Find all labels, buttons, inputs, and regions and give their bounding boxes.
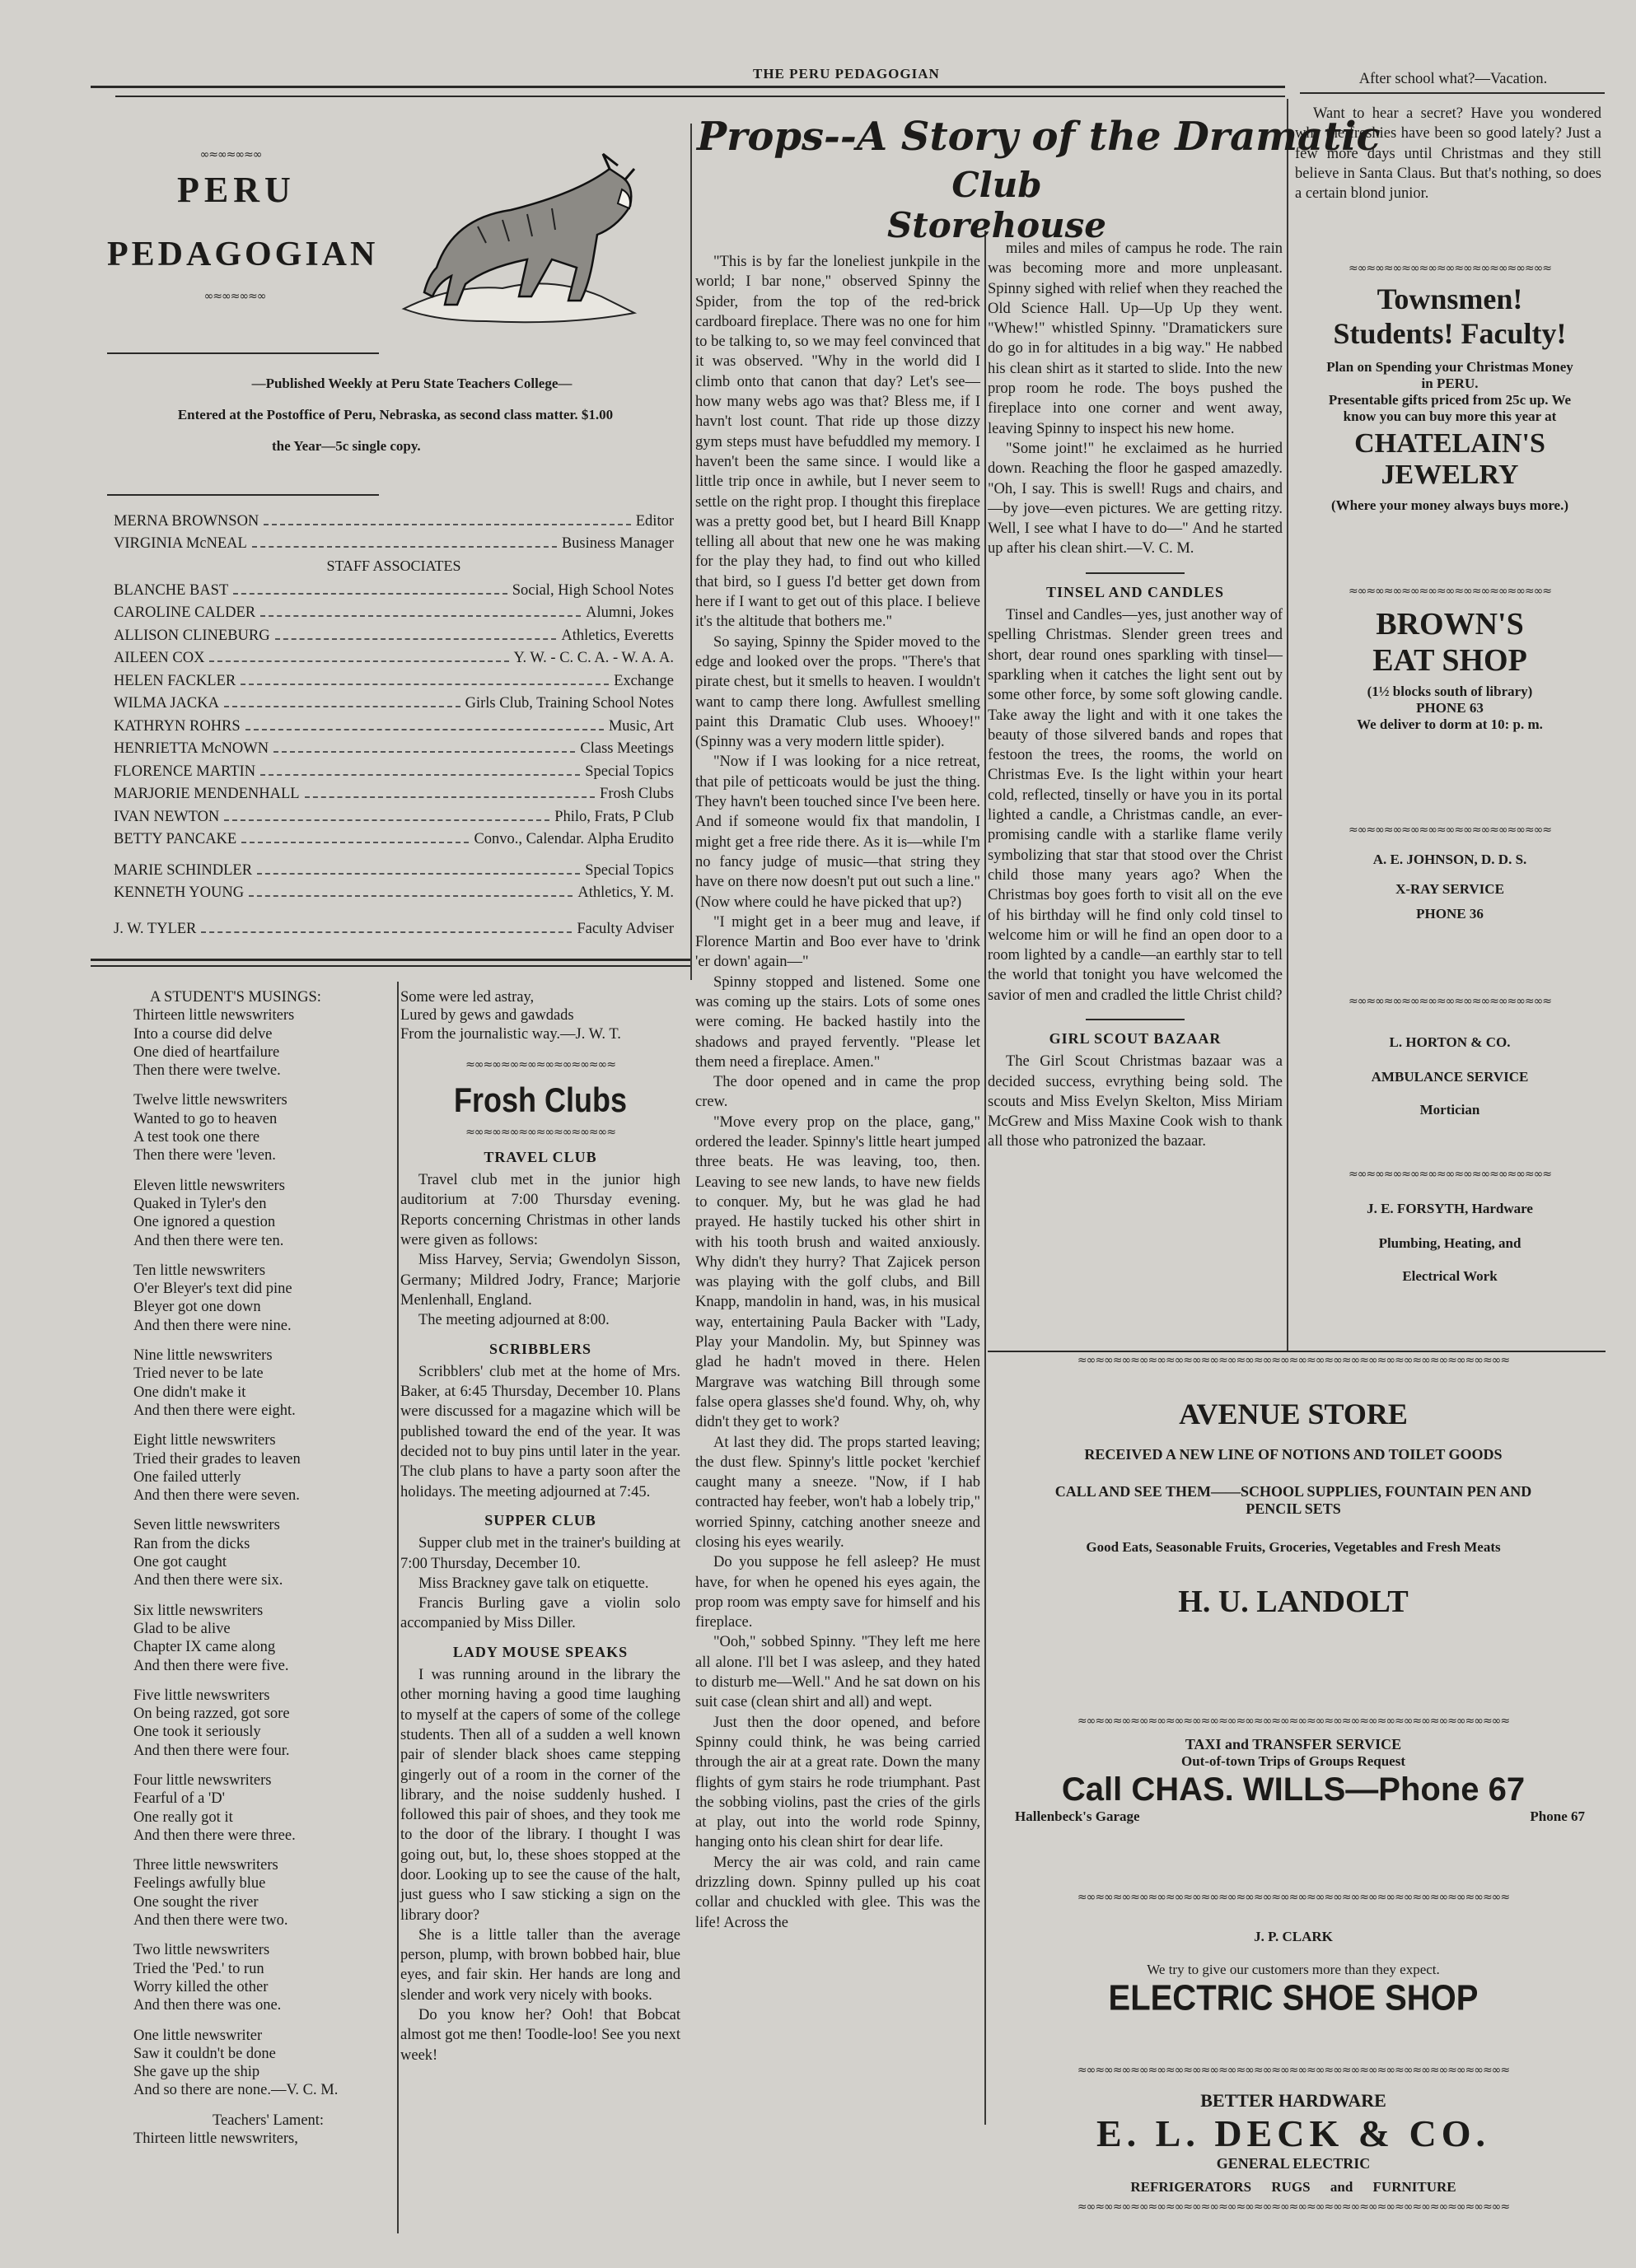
ad-border: ≈∞≈∞≈∞≈∞≈∞≈∞≈∞≈∞≈∞≈∞≈∞≈∞≈∞≈∞≈∞≈∞≈∞≈∞≈∞≈∞≈∞≈∞≈∞≈∞≈ (1077, 2200, 1510, 2214)
poem-stanza: Thirteen little newswriters Into a course did delve One died of heartfailure Then there were twelve. (133, 1007, 295, 1080)
column-rule (397, 982, 399, 2233)
staff-row (114, 803, 674, 826)
staff-box (114, 507, 674, 938)
staff-name: MERNA BROWNSON (114, 512, 259, 530)
johnson-ad: ≈∞≈∞≈∞≈∞≈∞≈∞≈∞≈∞≈∞≈∞≈∞≈ A. E. JOHNSON, D. D. S. X-RAY SERVICE PHONE 36 (1297, 824, 1603, 980)
masthead-rule (107, 494, 379, 496)
ad-border: ≈∞≈∞≈∞≈∞≈∞≈∞≈∞≈∞≈∞≈∞≈∞≈ (1348, 262, 1552, 275)
scribblers-heading: SCRIBBLERS (488, 1340, 592, 1357)
staff-name: BETTY PANCAKE (114, 831, 237, 847)
staff-role: Faculty Adviser (577, 920, 674, 937)
staff-row (114, 507, 674, 530)
staff-row (114, 735, 674, 758)
props-column-2: miles and miles of campus he rode. The rain was becoming more and more unpleasant. Spinny sighed with relief when they reached the Old Science Hall. Up—Up Up they went. "Whew!" whistled Spinny. "Dramatickers sure do go in for altitudes in a big way." He nabbed his clean shirt as it started to slide. Into the new prop room he rode. The boys pushed the fireplace into one corner and went away, leaving Spinny to inspect his new home. "Some joint!" he exclaimed as he hurried down. Reaching the floor he gasped amazedly. "Oh, I say. This is swell! Rugs and chairs, and—by jove—even pictures. We are getting ritzy. Well, I see what I have to do—" And he started up after his clean shirt.—V. C. M. TINSEL AND CANDLES Tinsel and Candles—yes, just another way of spelling Christmas. Slender green trees and short, dear round ones sparkling with tinsel—sparkling when it catches the light sent out by some other force, by some soft glowing candle. Take away the light and with it one takes the beauty of those silvered bands and ropes that festoon the trees, the rooms, the world on Christmas Eve. Is the light within your heart cold, reflected, tinselly or have you in its portal lighted a candle, a Christmas candle, an ever-promising candle with a starlike flame verily symbolizing that star that stood over the Christ child those many years ago? When the Christmas boy goes forth to visit all on the eve of his birthday will he find only cold tinsel to welcome him or will he find an open door to a room lighted by a candle—an earthly star to tell the world that tonight you have welcomed the savior of men and cradled the little Christ child? GIRL SCOUT BAZAAR The Girl Scout Christmas bazaar was a decided success, evrything being sold. The scouts and Miss Evelyn Skelton, Miss Miriam McGrew and Miss Maxine Cook wish to thank all those who patronized the bazaar. (988, 239, 1283, 1152)
year-line: the Year—5c single copy. (272, 438, 421, 454)
column-rule (690, 124, 692, 980)
garage-phone: Phone 67 (1530, 1808, 1585, 1824)
staff-name: WILMA JACKA (114, 695, 219, 712)
staff-name: MARIE SCHINDLER (114, 861, 253, 879)
staff-role: Class Meetings (580, 740, 674, 757)
props-headline-line2: Club Storehouse (886, 165, 1107, 245)
staff-row (114, 856, 674, 880)
section-rule (91, 959, 690, 961)
ad-border: ≈∞≈∞≈∞≈∞≈∞≈∞≈∞≈∞≈∞≈∞≈∞≈∞≈∞≈∞≈∞≈∞≈∞≈∞≈∞≈∞≈∞≈∞≈∞≈∞≈ (1077, 1891, 1510, 1904)
masthead-subtitle: PEDAGOGIAN (107, 236, 379, 273)
staff-role: Special Topics (585, 763, 674, 780)
staff-name: KATHRYN ROHRS (114, 717, 241, 735)
staff-role: Music, Art (608, 717, 674, 735)
running-title: THE PERU PEDAGOGIAN (753, 66, 940, 82)
staff-role: Convo., Calendar. Alpha Erudito (474, 831, 674, 847)
staff-row (114, 576, 674, 600)
masthead-title: PERU (177, 170, 296, 210)
lament-title: Teachers' Lament: (213, 2112, 325, 2129)
section-rule (988, 1351, 1606, 1352)
staff-name: ALLISON CLINEBURG (114, 627, 270, 644)
poem-stanza: Four little newswriters Fearful of a 'D' One really got it And then there were three. (133, 1771, 296, 1844)
staff-row (114, 622, 674, 645)
browns-ad: ≈∞≈∞≈∞≈∞≈∞≈∞≈∞≈∞≈∞≈∞≈∞≈ BROWN'S EAT SHOP (1½ blocks south of library) PHONE 63 We deliver to dorm at 10: p. m. (1297, 585, 1603, 800)
staff-row (114, 600, 674, 623)
staff-row (114, 826, 674, 849)
poem-stanza: Six little newswriters Glad to be alive Chapter IX came along And then there were five. (133, 1602, 289, 1674)
staff-name: MARJORIE MENDENHALL (114, 786, 300, 802)
travel-club-heading: TRAVEL CLUB (484, 1148, 597, 1165)
avenue-store-ad: ≈∞≈∞≈∞≈∞≈∞≈∞≈∞≈∞≈∞≈∞≈∞≈∞≈∞≈∞≈∞≈∞≈∞≈∞≈∞≈∞≈∞≈∞≈∞≈∞≈ AVENUE STORE RECEIVED A NEW LINE OF NOTIONS AND TOILET GOODS CALL AND SEE THEM——SCHOOL SUPPLIES, FOUNTAIN PEN AND PENCIL SETS Good Eats, Seasonable Fruits, Groceries, Vegetables and Fresh Meats H. U. LANDOLT (989, 1354, 1598, 1708)
staff-role: Frosh Clubs (600, 786, 674, 802)
masthead-ornament: ∞≈∞≈∞≈∞ (199, 148, 262, 161)
staff-name: BLANCHE BAST (114, 581, 229, 599)
poem-stanza: Three little newswriters Feelings awfully blue One sought the river And then there were two. (133, 1857, 288, 1930)
staff-name: FLORENCE MARTIN (114, 763, 256, 780)
column-rule (1287, 99, 1288, 1351)
ad-border: ≈∞≈∞≈∞≈∞≈∞≈∞≈∞≈∞≈∞≈∞≈∞≈∞≈∞≈∞≈∞≈∞≈∞≈∞≈∞≈∞≈∞≈∞≈∞≈∞≈ (1077, 2064, 1510, 2077)
staff-role: Philo, Frats, P Club (554, 808, 674, 825)
poem-stanza: One little newswriter Saw it couldn't be done She gave up the ship And so there are none.—V. C. M. (133, 2027, 339, 2099)
masthead-rule (107, 352, 379, 354)
frosh-column: Some were led astray, Lured by gews and gawdads From the journalistic way.—J. W. T. ≈∞≈∞≈∞≈∞≈∞≈∞≈∞≈∞≈ Frosh Clubs ≈∞≈∞≈∞≈∞≈∞≈∞≈∞≈∞≈ TRAVEL CLUB Travel club met in the junior high auditorium at 7:00 Thursday evening. Reports concerning Christmas in other lands were given as follows: Miss Harvey, Servia; Gwendolyn Sisson, Germany; Mildred Jodry, France; Marjorie Menlenhall, England. The meeting adjourned at 8:00. SCRIBBLERS Scribblers' club met at the home of Mrs. Baker, at 6:45 Thursday, December 10. Plans were discussed for a magazine which will be published toward the end of the year. It was decided not to buy pins until later in the year. The club plans to have a party soon after the holidays. The meeting adjourned at 7:45. SUPPER CLUB Supper club met in the trainer's building at 7:00 Thursday, December 10. Miss Brackney gave talk on etiquette. Francis Burling gave a violin solo accompanied by Miss Diller. LADY MOUSE SPEAKS I was running around in the library the other morning having a good time laughing to myself at the capers of some of the college students. Then all of a sudden a well known pair of slender black shoes came stepping gingerly out of a room in the corner of the library, and the noise suddenly hushed. I followed this pair of shoes, and they took me to the door of the library. I thought I was going out, but, lo, these shoes stopped at the door. Looking up to see the cause of the halt, just guess who I saw sticking a sign on the library door? She is a little taller than the average person, plump, with brown bobbed hair, blue eyes, and fair skin. Her hands are long and slender and work very nicely with books. Do you know her? Ooh! that Bobcat almost got me then! Toodle-loo! See you next week! (400, 989, 680, 2064)
poem-stanza: Eight little newswriters Tried their grades to leaven One failed utterly And then there were seven. (133, 1432, 301, 1505)
staff-role: Athletics, Everetts (561, 627, 674, 644)
staff-row (114, 915, 674, 938)
staff-role: Y. W. - C. C. A. - W. A. A. (513, 650, 674, 666)
forsyth-ad: ≈∞≈∞≈∞≈∞≈∞≈∞≈∞≈∞≈∞≈∞≈∞≈ J. E. FORSYTH, Hardware Plumbing, Heating, and Electrical Work (1297, 1168, 1603, 1342)
section-rule (91, 965, 690, 967)
staff-row (114, 667, 674, 690)
staff-name: HENRIETTA McNOWN (114, 740, 269, 757)
bobcat-illustration (387, 144, 667, 334)
staff-role: Alumni, Jokes (586, 604, 674, 621)
corner-title: After school what?—Vacation. (1358, 71, 1548, 87)
associates-heading: STAFF ASSOCIATES (326, 558, 461, 574)
wills-taxi-ad: ≈∞≈∞≈∞≈∞≈∞≈∞≈∞≈∞≈∞≈∞≈∞≈∞≈∞≈∞≈∞≈∞≈∞≈∞≈∞≈∞≈∞≈∞≈∞≈∞≈ TAXI and TRANSFER SERVICE Out-of-town Trips of Groups Request Call CHAS. WILLS—Phone 67 Hallenbeck's Garage Phone 67 (989, 1715, 1598, 1888)
lament-line: Thirteen little newswriters, (133, 2130, 298, 2148)
corner-rule (1300, 92, 1605, 94)
poem-stanza: Eleven little newswriters Quaked in Tyler's den One ignored a question And then there were ten. (133, 1177, 285, 1249)
props-headline: Props--A Story of the Dramatic (697, 114, 1381, 160)
staff-name: AILEEN COX (114, 650, 205, 666)
poem-stanza: Five little newswriters On being razzed, got sore One took it seriously And then there were four. (133, 1687, 290, 1759)
poem-column (133, 988, 381, 2148)
staff-row (114, 645, 674, 668)
ad-border: ≈∞≈∞≈∞≈∞≈∞≈∞≈∞≈∞≈∞≈∞≈∞≈ (1348, 995, 1552, 1008)
tinsel-body: Tinsel and Candles—yes, just another way of spelling Christmas. Slender green trees and short, dear round ones sparkling with tinsel—sparkling when it catches the light sent out by some other force, by some soft glowing candle. Take away the light and with it one takes the beauty of those silvered bands and ropes that festoon the trees, the rooms, the world on Christmas Eve. Is the light within your heart cold, reflected, tinselly or have you in its portal lighted a candle, a Christmas candle, an ever-promising candle with a starlike flame verily symbolizing that star that stood over the Christ child those many years ago? When the Christmas boy goes forth to visit all on the eve of his birthday will he find only cold tinsel to welcome him or will he find an open door to a room lighted by a candle—an earthly star to tell the world that tonight you have welcomed the savior of men and cradled the little Christ child? (988, 607, 1283, 1004)
scout-body: The Girl Scout Christmas bazaar was a decided success, evrything being sold. The scouts and Miss Evelyn Skelton, Miss Miriam McGrew and Miss Maxine Cook wish to thank all those who patronized the bazaar. (988, 1053, 1283, 1150)
staff-role: Athletics, Y. M. (577, 884, 674, 901)
poem-stanza: Two little newswriters Tried the 'Ped.' to run Worry killed the other And then there was one. (133, 1942, 282, 2014)
section-ornament: ≈∞≈∞≈∞≈∞≈∞≈∞≈∞≈∞≈ (465, 1125, 615, 1139)
staff-role: Business Manager (561, 535, 674, 552)
staff-role: Exchange (614, 672, 674, 689)
staff-name: J. W. TYLER (114, 920, 197, 937)
entered-line: Entered at the Postoffice of Peru, Nebraska, as second class matter. $1.00 (177, 407, 614, 422)
poem-stanza: Ten little newswriters O'er Bleyer's text did pine Bleyer got one down And then there were nine. (133, 1262, 292, 1334)
staff-role: Editor (635, 512, 674, 530)
staff-row (114, 530, 674, 553)
poem-continuation: Some were led astray, Lured by gews and gawdads From the journalistic way.—J. W. T. (400, 989, 621, 1043)
poem-stanza: Nine little newswriters Tried never to be late One didn't make it And then there were eight. (133, 1347, 296, 1419)
supper-club-heading: SUPPER CLUB (484, 1511, 596, 1528)
staff-name: VIRGINIA McNEAL (114, 535, 247, 552)
clark-shoe-ad: ≈∞≈∞≈∞≈∞≈∞≈∞≈∞≈∞≈∞≈∞≈∞≈∞≈∞≈∞≈∞≈∞≈∞≈∞≈∞≈∞≈∞≈∞≈∞≈∞≈ J. P. CLARK We try to give our customers more than they expect. ELECTRIC SHOE SHOP (989, 1891, 1598, 2069)
published-line: —Published Weekly at Peru State Teachers College— (251, 376, 573, 391)
secret-note: Want to hear a secret? Have you wondered why the freshies have been so good lately? Just a few more days until Christmas and they still believe in Santa Claus. But that's nothing, so does a certain blond junior. (1295, 105, 1601, 203)
scout-heading: GIRL SCOUT BAZAAR (1049, 1029, 1222, 1047)
poem-stanza: Twelve little newswriters Wanted to go to heaven A test took one there Then there were 'leven. (133, 1092, 287, 1164)
header-rule (91, 86, 1285, 88)
staff-name: IVAN NEWTON (114, 808, 220, 825)
garage-label: Hallenbeck's Garage (1015, 1808, 1140, 1824)
horton-ad: ≈∞≈∞≈∞≈∞≈∞≈∞≈∞≈∞≈∞≈∞≈∞≈ L. HORTON & CO. AMBULANCE SERVICE Mortician (1297, 995, 1603, 1151)
section-ornament: ≈∞≈∞≈∞≈∞≈∞≈∞≈∞≈∞≈ (465, 1057, 615, 1071)
header-rule-thin (115, 96, 1285, 97)
column-rule (984, 231, 986, 2125)
staff-name: HELEN FACKLER (114, 672, 236, 689)
staff-role: Special Topics (585, 861, 674, 879)
staff-row (114, 880, 674, 903)
staff-row (114, 690, 674, 713)
tinsel-heading: TINSEL AND CANDLES (1045, 583, 1225, 600)
props-column-1: "This is by far the loneliest junkpile in the world; I bar none," observed Spinny the Spider, from the top of the red-brick cardboard fireplace. There was no one for him to be talking to, so we may feel convinced that it was observed. "Why in the world did I climb onto that canon that day? Let's see—how many webs ago was that? Bless me, if I havn't lost count. That ride up those dizzy gym steps must have befuddled my memory. I haven't been the same since. I would like a little trip once in awhile, but I never seem to settle on the right prop. I thought this fireplace was a pretty good bet, but I heard Bill Knapp telling all about that new one he was making for the play they had, to find out who killed that bird, so I guess I'd better get down from here if I want to get out of this place. I believe it's the altitude that bothers me." So saying, Spinny the Spider moved to the edge and looked over the props. "There's that pirate chest, but it smells to heaven. I wouldn't want to camp there long. Awfullest smelling paint this Dramatic Club uses. Whooey!" (Spinny was a very modern little spider). "Now if I was looking for a nice retreat, that pile of petticoats would be just the thing. They havn't been touched since I've been here. And if someone would fix that mandolin, I might get a free ride there. As it is—while I'm no fancy judge of music—that string they have on there now doesn't put out such a line." (Now where could he have picked that up?) "I might get in a beer mug and leave, if Florence Martin and Boo ever have to 'drink 'er down' again—" Spinny stopped and listened. Some one was coming up the stairs. Lots of some ones were coming. He backed hastily into the shadows and prayed fervently. "Please let them need a fireplace. Amen." The door opened and in came the prop crew. "Move every prop on the place, gang," ordered the leader. Spinny's little heart jumped three beats. He was leaving, too, then. Leaving to see new lands, to have new fields to conquer. My, but he was glad he had prayed. He hastily tucked his other shirt in with his tooth brush and waited anxiously. Why didn't they hurry? That Zajicek person was playing with the golf clubs, and Bill Knapp, mandolin in hand, was, in his musical way, entertaining Paula Backer with "Lady, Play your Mandolin. My, but Spinney was glad he hadn't moved in there. Helen Margrave was watching Bill through some false opera glasses she'd found. Why, oh, why didn't they get to work? At last they did. The props started leaving; the dust flew. Spinny's little pocket 'kerchief caught many a sneeze. "Now, if I hab contracted hay feeber, won't hab a lobely trip," worried Spinny, catching another sneeze and closing his eyes wearily. Do you suppose he fell asleep? He must have, for when he opened his eyes again, the prop room was empty save for himself and his fireplace. "Ooh," sobbed Spinny. "They left me here all alone. I'll bet I was asleep, and they hated to disturb me—Well." And he sat down on his suit case (clean shirt and all) and wept. Just then the door opened, and before Spinny could think, he was being carried through the air at a great rate. Down the many flights of gym stairs he rode triumphant. Past the sobbing violins, past the cries of the girls at play, out into the world rode Spinny, hanging onto his clean shirt for dear life. Mercy the air was cold, and rain came drizzling down. Spinny pulled up his coat collar and chuckled with glee. This was the life! Across the (695, 254, 980, 1931)
ad-border: ≈∞≈∞≈∞≈∞≈∞≈∞≈∞≈∞≈∞≈∞≈∞≈∞≈∞≈∞≈∞≈∞≈∞≈∞≈∞≈∞≈∞≈∞≈∞≈∞≈ (1077, 1715, 1510, 1728)
deck-hardware-ad: ≈∞≈∞≈∞≈∞≈∞≈∞≈∞≈∞≈∞≈∞≈∞≈∞≈∞≈∞≈∞≈∞≈∞≈∞≈∞≈∞≈∞≈∞≈∞≈∞≈ BETTER HARDWARE E. L. DECK & CO. GENERAL ELECTRIC REFRIGERATORS RUGS and FURNITURE ≈∞≈∞≈∞≈∞≈∞≈∞≈∞≈∞≈∞≈∞≈∞≈∞≈∞≈∞≈∞≈∞≈∞≈∞≈∞≈∞≈∞≈∞≈∞≈∞≈ (989, 2064, 1598, 2212)
lady-mouse-heading: LADY MOUSE SPEAKS (452, 1643, 629, 1660)
poem-stanza: Seven little newswriters Ran from the dicks One got caught And then there were six. (133, 1517, 283, 1589)
ad-border: ≈∞≈∞≈∞≈∞≈∞≈∞≈∞≈∞≈∞≈∞≈∞≈ (1348, 824, 1552, 837)
staff-role: Social, High School Notes (512, 581, 674, 599)
chatelain-ad: ≈∞≈∞≈∞≈∞≈∞≈∞≈∞≈∞≈∞≈∞≈∞≈ Townsmen! Students! Faculty! Plan on Spending your Christmas Money in PERU. Presentable gifts priced from 25c up. We know you can buy more this year at CHATELAIN'S JEWELRY (Where your money always buys more.) (1297, 262, 1603, 576)
staff-row (114, 712, 674, 735)
masthead-ornament: ∞≈∞≈∞≈∞ (203, 290, 266, 303)
poem-title: A STUDENT'S MUSINGS: (150, 989, 321, 1006)
staff-name: CAROLINE CALDER (114, 604, 256, 621)
ad-border: ≈∞≈∞≈∞≈∞≈∞≈∞≈∞≈∞≈∞≈∞≈∞≈ (1348, 585, 1552, 598)
staff-row (114, 758, 674, 781)
staff-role: Girls Club, Training School Notes (465, 695, 674, 712)
ad-border: ≈∞≈∞≈∞≈∞≈∞≈∞≈∞≈∞≈∞≈∞≈∞≈∞≈∞≈∞≈∞≈∞≈∞≈∞≈∞≈∞≈∞≈∞≈∞≈∞≈ (1077, 1354, 1510, 1367)
staff-row (114, 781, 674, 804)
staff-name: KENNETH YOUNG (114, 884, 245, 901)
frosh-heading: Frosh Clubs (453, 1080, 627, 1119)
ad-border: ≈∞≈∞≈∞≈∞≈∞≈∞≈∞≈∞≈∞≈∞≈∞≈ (1348, 1168, 1552, 1181)
